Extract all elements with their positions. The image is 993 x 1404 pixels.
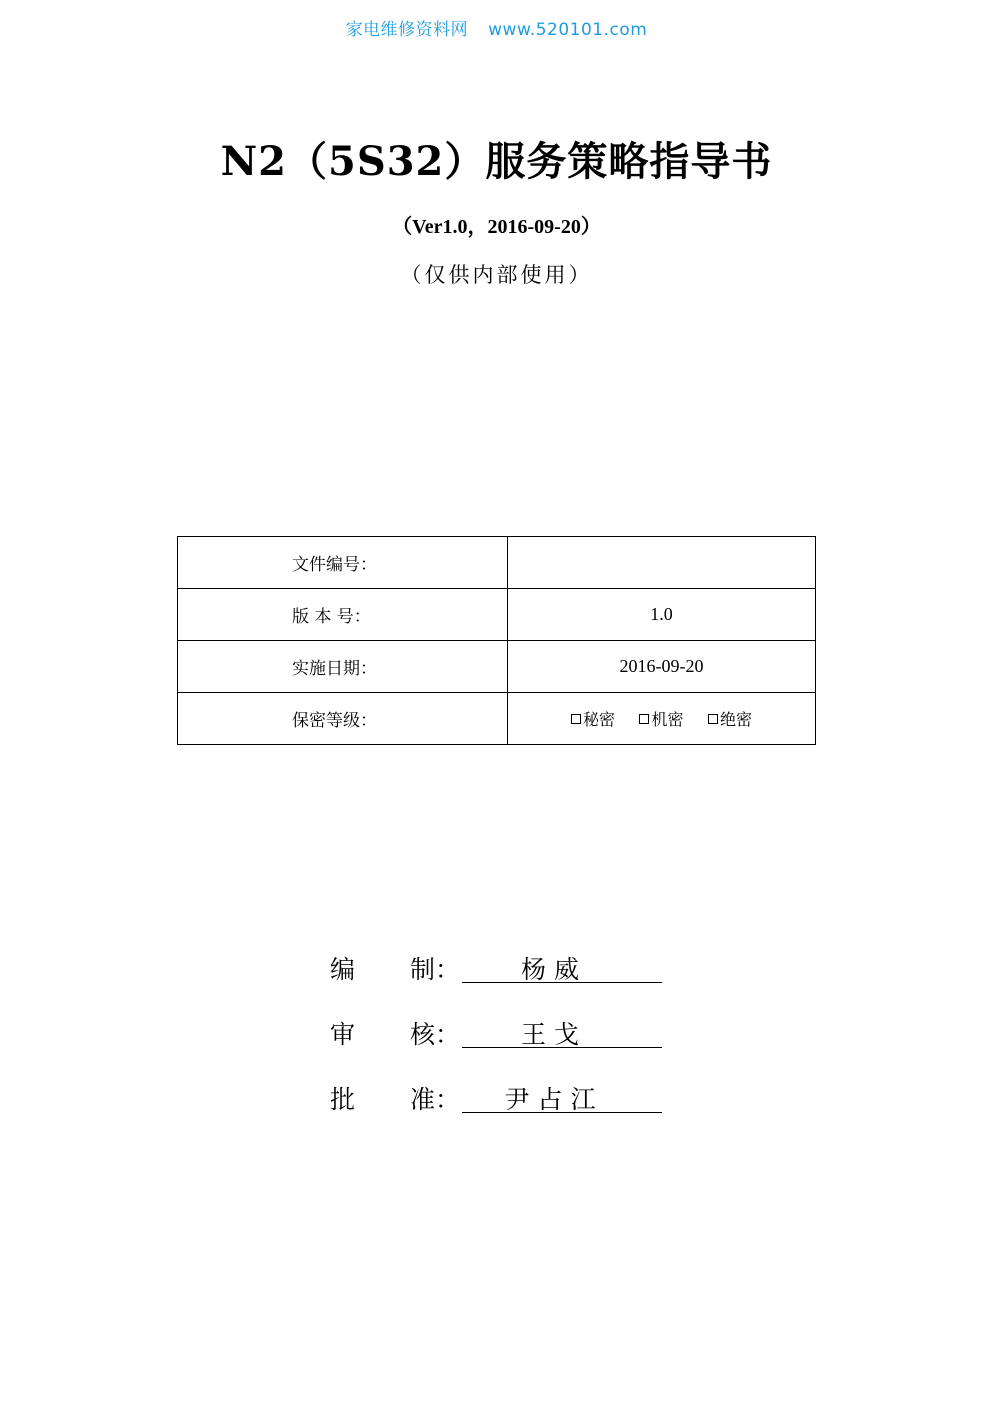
signature-compiled-by: 编 制： 杨威 [330,950,670,990]
document-title: N2（5S32）服务策略指导书 [220,138,773,185]
file-number-value [508,537,816,589]
signature-name: 杨威 [462,950,662,983]
effective-date-value: 2016-09-20 [508,641,816,693]
usage-note: （仅供内部使用） [400,263,593,287]
signature-name: 尹占江 [462,1080,662,1113]
header-watermark [0,15,993,40]
confidentiality-option-top-secret[interactable]: 绝密 [708,710,752,729]
version-line: （Ver1.0，2016-09-20） [392,216,601,238]
signature-approved-by: 批 准： 尹占江 [330,1080,670,1120]
document-info-table [177,536,816,745]
confidentiality-option-secret[interactable]: 秘密 [571,710,615,729]
confidentiality-option-confidential[interactable]: 机密 [639,710,683,729]
table-row [178,589,816,641]
checkbox-icon[interactable] [639,714,649,724]
signature-name: 王戈 [462,1015,662,1048]
confidentiality-label: 保密等级： [178,693,508,745]
table-row [178,641,816,693]
effective-date-label: 实施日期： [178,641,508,693]
confidentiality-options [508,693,816,745]
version-label: 版 本 号： [178,589,508,641]
checkbox-icon[interactable] [708,714,718,724]
checkbox-icon[interactable] [571,714,581,724]
signature-reviewed-by: 审 核： 王戈 [330,1015,670,1055]
site-name: 家电维修资料网 [345,20,469,40]
table-row [178,537,816,589]
table-row [178,693,816,745]
site-url-link[interactable]: www.520101.com [488,20,648,40]
file-number-label: 文件编号： [178,537,508,589]
version-value: 1.0 [508,589,816,641]
